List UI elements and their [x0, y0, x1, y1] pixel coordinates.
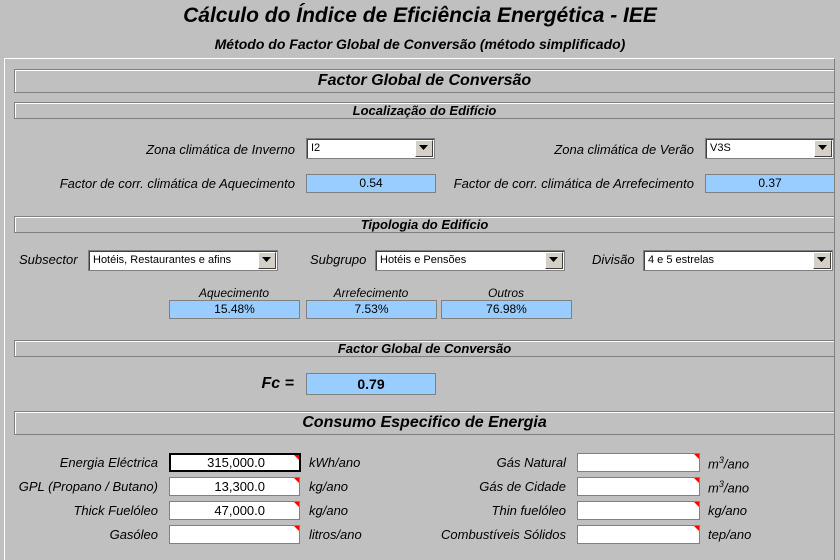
corr-arrefecimento-value: 0.37 — [705, 174, 835, 193]
comment-flag-icon — [694, 502, 699, 507]
chevron-down-icon[interactable] — [814, 140, 832, 157]
energia-electrica-unit: kWh/ano — [309, 455, 361, 470]
chevron-down-icon[interactable] — [545, 252, 563, 269]
page-title: Cálculo do Índice de Eficiência Energética - IEE — [183, 4, 657, 27]
gasoleo-input[interactable] — [169, 525, 300, 544]
outros-label: Outros — [487, 286, 524, 300]
gpl-value: 13,300.0 — [214, 479, 265, 494]
gpl-input[interactable] — [169, 477, 300, 496]
comment-flag-icon — [294, 526, 299, 531]
aquecimento-value: 15.48% — [169, 300, 300, 319]
corr-arrefecimento-label: Factor de corr. climática de Arrefecimento — [453, 176, 694, 191]
chevron-down-icon[interactable] — [258, 252, 276, 269]
gas-cidade-label: Gás de Cidade — [479, 479, 566, 494]
gas-natural-unit-per: /ano — [723, 456, 750, 472]
aquecimento-label: Aquecimento — [198, 286, 270, 300]
comment-flag-icon — [294, 502, 299, 507]
comment-flag-icon — [694, 526, 699, 531]
subgrupo-label: Subgrupo — [310, 252, 367, 267]
divisao-label: Divisão — [592, 252, 635, 267]
comment-flag-icon — [294, 455, 299, 460]
gas-cidade-unit-exponent: 3 — [718, 479, 724, 489]
energia-electrica-label: Energia Eléctrica — [59, 455, 158, 470]
fc-label: Fc = — [261, 375, 294, 392]
gas-cidade-unit-base: m — [708, 480, 719, 496]
thick-fueloleo-input[interactable] — [169, 501, 300, 520]
combustiveis-solidos-label: Combustíveis Sólidos — [441, 527, 566, 542]
energia-electrica-input[interactable] — [169, 453, 301, 472]
zona-inverno-select[interactable] — [306, 138, 435, 159]
section-header-factor-global: Factor Global de Conversão — [14, 69, 835, 93]
zona-verao-select[interactable] — [705, 138, 834, 159]
subsector-label: Subsector — [19, 252, 78, 267]
energia-electrica-value: 315,000.0 — [207, 455, 265, 470]
gpl-unit: kg/ano — [309, 479, 349, 494]
fc-value: 0.79 — [306, 373, 436, 395]
chevron-down-icon[interactable] — [415, 140, 433, 157]
gasoleo-label: Gasóleo — [109, 527, 158, 542]
gas-natural-unit-exponent: 3 — [718, 455, 724, 465]
zona-inverno-label: Zona climática de Inverno — [146, 142, 295, 157]
zona-inverno-value: I2 — [311, 142, 321, 154]
thin-fueloleo-unit: kg/ano — [708, 503, 748, 518]
comment-flag-icon — [294, 478, 299, 483]
gas-natural-unit-base: m — [708, 456, 719, 472]
corr-aquecimento-label: Factor de corr. climática de Aquecimento — [59, 176, 295, 191]
gas-cidade-input[interactable] — [577, 477, 700, 496]
chevron-down-icon[interactable] — [813, 252, 831, 269]
thin-fueloleo-input[interactable] — [577, 501, 700, 520]
gas-natural-label: Gás Natural — [496, 455, 566, 470]
gasoleo-unit: litros/ano — [309, 527, 362, 542]
combustiveis-solidos-input[interactable] — [577, 525, 700, 544]
section-header-factor-global-small: Factor Global de Conversão — [14, 340, 835, 357]
divisao-select[interactable] — [643, 250, 833, 271]
gas-cidade-unit — [708, 479, 749, 495]
section-header-consumo: Consumo Especifico de Energia — [14, 411, 835, 435]
gas-natural-unit — [708, 455, 749, 471]
section-header-localizacao: Localização do Edifício — [14, 102, 835, 119]
thick-fueloleo-unit: kg/ano — [309, 503, 349, 518]
gas-cidade-unit-per: /ano — [723, 480, 750, 496]
subgrupo-value: Hotéis e Pensões — [380, 254, 467, 266]
thick-fueloleo-value: 47,000.0 — [214, 503, 265, 518]
subgrupo-select[interactable] — [375, 250, 565, 271]
gas-natural-input[interactable] — [577, 453, 700, 472]
subsector-select[interactable] — [88, 250, 278, 271]
page-subtitle: Método do Factor Global de Conversão (método simplificado) — [214, 36, 626, 52]
arrefecimento-label: Arrefecimento — [333, 286, 409, 300]
thick-fueloleo-label: Thick Fuelóleo — [73, 503, 158, 518]
combustiveis-solidos-unit: tep/ano — [708, 527, 752, 542]
gpl-label: GPL (Propano / Butano) — [18, 479, 158, 494]
divisao-value: 4 e 5 estrelas — [648, 254, 715, 266]
corr-aquecimento-value: 0.54 — [306, 174, 436, 193]
zona-verao-value: V3S — [710, 142, 731, 154]
arrefecimento-value: 7.53% — [306, 300, 437, 319]
zona-verao-label: Zona climática de Verão — [554, 142, 694, 157]
comment-flag-icon — [694, 478, 699, 483]
subsector-value: Hotéis, Restaurantes e afins — [93, 254, 232, 266]
comment-flag-icon — [694, 454, 699, 459]
thin-fueloleo-label: Thin fuelóleo — [491, 503, 566, 518]
outros-value: 76.98% — [441, 300, 572, 319]
section-header-tipologia: Tipologia do Edifício — [14, 216, 835, 233]
